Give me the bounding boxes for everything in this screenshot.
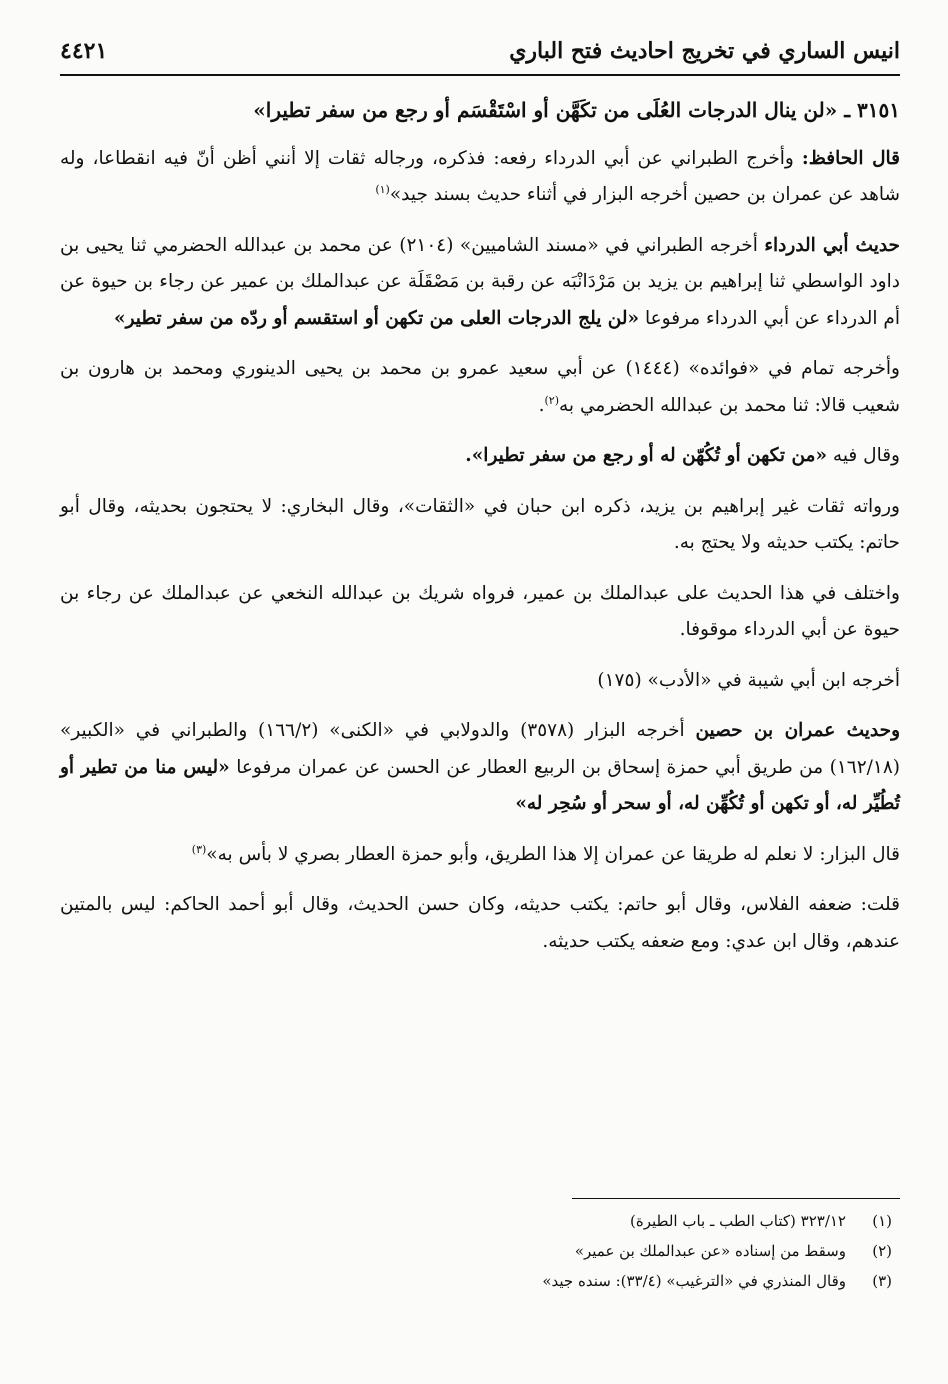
footnote-number: (١) [872,1212,892,1230]
paragraph-disagreement [60,576,900,649]
hadith-quote: «من تكهن أو تُكُهّن له أو رجع من سفر تطيرا». [465,445,828,466]
footnote-ref: (١) [375,182,390,196]
page-header [60,30,900,72]
footnote [60,1266,892,1296]
paragraph-narrators [60,489,900,562]
paragraph-comment [60,887,900,960]
entry-hadith: «لن ينال الدرجات العُلَى من تكَهَّن أو اسْتَقْسَم أو رجع من سفر تطيرا» [253,98,838,122]
footnote-text: وقال المنذري في «الترغيب» (٣٣/٤): سنده جيد» [542,1272,846,1290]
paragraph-bazzar [60,837,900,874]
entry-heading [60,92,900,129]
footnote [60,1206,892,1236]
entry-dash: ـ [844,98,851,122]
paragraph-imran [60,713,900,823]
footnote-text: وسقط من إسناده «عن عبدالملك بن عمير» [574,1242,846,1260]
footnote-text: ٣٢٣/١٢ (كتاب الطب ـ باب الطيرة) [630,1212,846,1230]
paragraph-text: أخرجه البزار (٣٥٧٨) والدولابي في «الكنى» (١٦٦/٢) والطبراني في «الكبير» (١٦٢/١٨) من طريق أبي حمزة إسحاق بن الربيع العطار عن الحسن عن عمران مرفوعا [60,720,900,778]
paragraph-ibn-abi-shaybah [60,663,900,700]
hadith-quote: «ليس منا من تطير أو تُطُيِّر له، أو تكهن أو تُكُهِّن له، أو سحر أو سُحِر له» [60,756,900,814]
footnote-number: (٢) [872,1242,892,1260]
paragraph-text: أخرجه الطبراني في «مسند الشاميين» (٢١٠٤) عن محمد بن عبدالله الحضرمي ثنا يحيى بن داود الواسطي ثنا إبراهيم بن يزيد بن مَرْدَانْبَه عن رقبة بن مَصْقَلَة عن عبدالملك بن عمير عن رجاء بن حيوة عن أم الدرداء عن أبي الدرداء مرفوعا [60,234,900,329]
main-text [60,92,900,974]
footnote-ref: (٣) [191,842,207,856]
paragraph-wording [60,438,900,475]
paragraph-end: . [538,394,545,416]
entry-number: ٣١٥١ [857,98,900,122]
paragraph-text: وقال فيه [832,445,900,466]
paragraph-text: وأخرجه تمام في «فوائده» (١٤٤٤) عن أبي سعيد عمرو بن محمد بن يحيى الدينوري ومحمد بن هارون بن شعيب قالا: ثنا محمد بن عبدالله الحضرمي به [60,358,900,416]
paragraph-lead: حديث أبي الدرداء [764,234,900,256]
paragraph-text: قال البزار: لا نعلم له طريقا عن عمران إلا هذا الطريق، وأبو حمزة العطار بصري لا بأس به» [206,843,900,865]
footnotes [60,1206,892,1296]
footnote-rule [572,1198,900,1199]
paragraph-text: أخرجه ابن أبي شيبة في «الأدب» (١٧٥) [597,669,900,691]
paragraph-text: قلت: ضعفه الفلاس، وقال أبو حاتم: يكتب حديثه، وكان حسن الحديث، وقال أبو أحمد الحاكم: ليس بالمتين عندهم، وقال ابن عدي: ومع ضعفه يكتب حديثه. [60,894,900,952]
paragraph-lead: وحديث عمران بن حصين [695,720,900,741]
paragraph-text: وأخرج الطبراني عن أبي الدرداء رفعه: فذكره، ورجاله ثقات إلا أنني أظن أنّ فيه انقطاعا، وله شاهد عن عمران بن حصين أخرجه البزار في أثناء حديث بسند جيد» [60,147,900,205]
footnote-number: (٣) [872,1272,892,1290]
footnote [60,1236,892,1266]
footnote-ref: (٢) [544,393,560,407]
paragraph-tammam [60,351,900,424]
paragraph-lead: قال الحافظ: [801,147,900,169]
paragraph-text: ورواته ثقات غير إبراهيم بن يزيد، ذكره ابن حبان في «الثقات»، وقال البخاري: لا يحتجون بحديثه، وقال أبو حاتم: يكتب حديثه ولا يحتج به. [60,495,900,553]
running-title: انيس الساري في تخريج احاديث فتح الباري [509,38,900,64]
paragraph-hafiz [60,141,900,214]
paragraph-abu-darda [60,228,900,338]
paragraph-text: واختلف في هذا الحديث على عبدالملك بن عمير، فرواه شريك بن عبدالله النخعي عن عبدالملك عن رجاء بن حيوة عن أبي الدرداء موقوفا. [60,582,900,640]
page-number: ٤٤٢١ [60,38,108,64]
hadith-quote: «لن يلج الدرجات العلى من تكهن أو استقسم أو ردّه من سفر تطير» [114,307,640,329]
header-rule [60,74,900,76]
